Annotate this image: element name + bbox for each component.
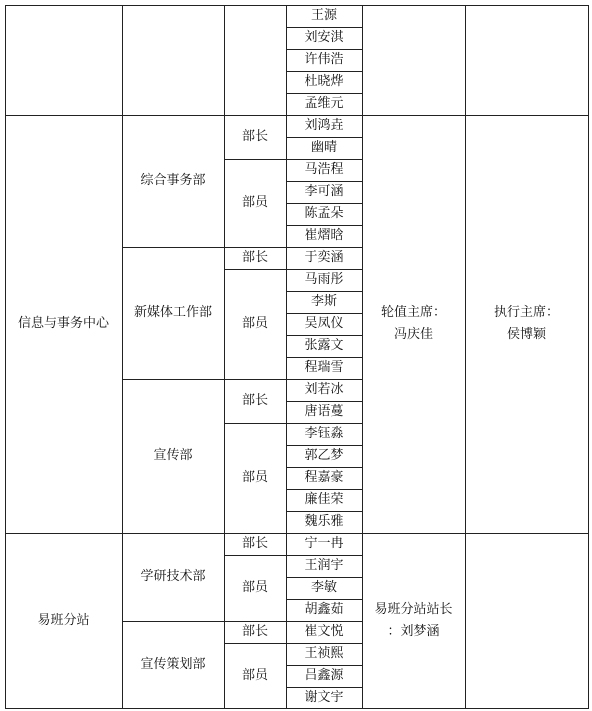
center-name: 信息与事务中心 — [17, 316, 109, 331]
leader-cell: 易班分站站长 ：刘梦涵 — [374, 601, 453, 639]
leader-cell — [465, 533, 588, 708]
member-name: 程瑞雪 — [304, 360, 344, 375]
department-name: 综合事务部 — [140, 173, 206, 188]
leader-cell — [362, 5, 465, 115]
role-label: 部长 — [241, 624, 268, 639]
role-label: 部员 — [241, 667, 268, 683]
member-name: 廉佳荣 — [304, 492, 344, 507]
member-name: 幽晴 — [310, 140, 337, 155]
department-name: 新媒体工作部 — [133, 305, 212, 320]
department-name: 宣传部 — [153, 448, 193, 463]
department-name: 宣传策划部 — [140, 656, 206, 672]
member-name: 程嘉豪 — [304, 470, 344, 485]
member-name: 唐语蔓 — [304, 404, 344, 419]
member-name: 魏乐雅 — [304, 514, 344, 529]
member-name: 李可涵 — [304, 184, 344, 199]
role-label: 部长 — [241, 250, 268, 265]
column-divider — [588, 5, 589, 708]
department-name — [122, 5, 224, 115]
role-label: 部员 — [241, 580, 268, 595]
member-name: 李斯 — [310, 294, 337, 309]
member-name: 马雨彤 — [304, 272, 344, 287]
member-name: 杜晓烨 — [304, 74, 344, 89]
member-name: 刘安淇 — [304, 30, 344, 45]
section-divider — [5, 708, 589, 709]
member-name: 胡鑫茹 — [304, 602, 344, 617]
member-name: 崔熠晗 — [304, 228, 344, 243]
leader-cell: 轮值主席： 冯庆佳 — [380, 305, 446, 342]
member-name: 吴凤仪 — [304, 316, 344, 331]
member-name: 宁一冉 — [304, 536, 344, 551]
member-name: 许伟浩 — [304, 52, 344, 67]
role-label: 部长 — [241, 393, 268, 408]
member-name: 陈孟朵 — [304, 206, 344, 221]
member-name: 张露文 — [304, 338, 344, 353]
member-name: 郭乙梦 — [304, 448, 344, 463]
member-name: 王祯熙 — [304, 646, 344, 661]
member-name: 于奕涵 — [304, 250, 344, 265]
leader-cell — [465, 5, 588, 115]
leader-cell: 执行主席： 侯博颖 — [493, 305, 559, 342]
role-label: 部长 — [241, 536, 268, 551]
org-table — [5, 5, 588, 708]
role-label: 部员 — [241, 195, 268, 210]
member-name: 王源 — [310, 8, 337, 23]
center-name — [5, 5, 122, 115]
member-name: 刘若冰 — [304, 382, 344, 397]
member-name: 马浩程 — [304, 162, 344, 177]
member-name: 王润宇 — [304, 558, 344, 573]
member-name: 孟维元 — [304, 96, 344, 111]
role-label: 部长 — [241, 129, 268, 144]
member-name: 吕鑫源 — [304, 668, 344, 683]
member-name: 李钰淼 — [304, 426, 344, 441]
member-name: 崔文悦 — [304, 624, 344, 639]
role-label: 部员 — [241, 470, 268, 485]
role-label: 部员 — [241, 316, 268, 331]
member-name: 刘鸿垚 — [304, 118, 344, 133]
role-label — [224, 5, 286, 115]
member-name: 李敏 — [310, 580, 337, 595]
member-name: 谢文宇 — [304, 689, 344, 705]
center-name: 易班分站 — [37, 612, 90, 628]
department-name: 学研技术部 — [140, 569, 206, 584]
